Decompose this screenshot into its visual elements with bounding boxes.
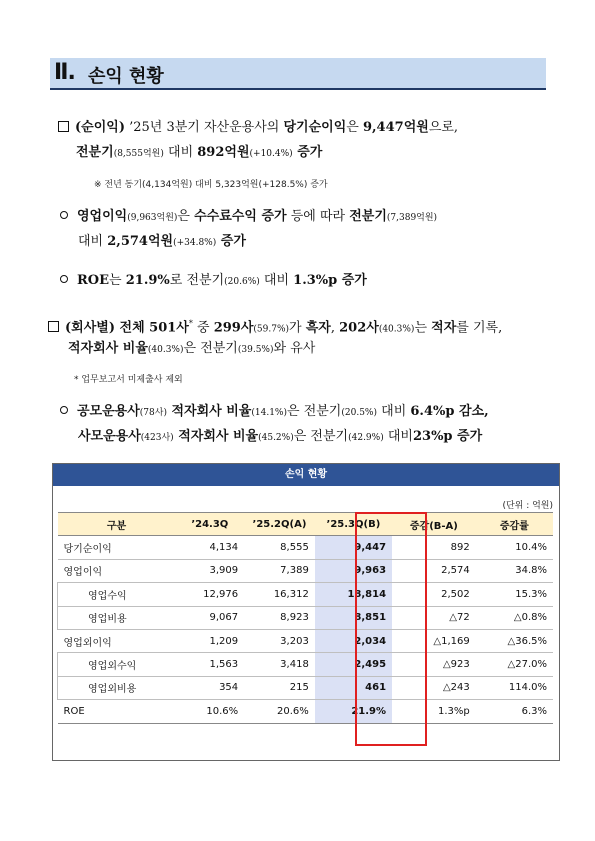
para4-note: * 업무보고서 미제출사 제외 [74, 375, 183, 385]
section-title: 손익 현황 [88, 66, 164, 87]
cell: 892 [392, 536, 476, 559]
cell: 7,389 [244, 559, 315, 582]
cell: 16,312 [244, 583, 315, 606]
text: 를 기록, [456, 320, 503, 336]
table-row [58, 676, 554, 699]
text-small: (+34.8%) [173, 238, 217, 248]
para1-line1 [58, 120, 458, 136]
text-small: (39.5%) [237, 345, 274, 355]
cell-highlight: 9,963 [315, 559, 392, 582]
row-label: 영업수익 [58, 583, 176, 606]
cell: 3,203 [244, 629, 315, 652]
row-label: 영업외이익 [58, 629, 176, 652]
circle-bullet-icon [60, 211, 68, 219]
text-bold: 영업이익 [77, 209, 128, 224]
para4-line1 [48, 316, 502, 337]
cell: △36.5% [476, 629, 553, 652]
para4-line2 [68, 341, 315, 358]
header-cell: ’25.3Q(B) [315, 513, 392, 536]
para2-line2 [78, 234, 246, 251]
text-bold: 21.9% [125, 273, 170, 288]
table-row [58, 606, 554, 629]
row-label: ROE [58, 700, 176, 723]
text-bold: 적자회사 비율 [166, 404, 252, 419]
text: 로 전분기 [169, 273, 225, 288]
para3-line [60, 273, 367, 290]
text-bold: 전체 501사 [114, 320, 189, 336]
cell: △0.8% [476, 606, 553, 629]
cell-highlight: 18,814 [315, 583, 392, 606]
circle-bullet-icon [60, 275, 68, 283]
cell-highlight: 8,851 [315, 606, 392, 629]
para2-line1 [60, 209, 437, 226]
text-bold: 1.3%p [293, 273, 338, 288]
para1-line2 [76, 145, 322, 162]
text-bold: 사모운용사 [78, 429, 141, 444]
text-bold: 적자회사 비율 [68, 341, 148, 356]
text-small: (20.6%) [224, 277, 260, 287]
text: 대비 [383, 429, 413, 444]
row-label: 당기순이익 [58, 536, 176, 559]
text-bold: (회사별) [65, 320, 115, 336]
header-cell: 구분 [58, 513, 176, 536]
text: 은 전분기 [183, 341, 238, 356]
text: 은 전분기 [287, 404, 342, 419]
cell: 8,923 [244, 606, 315, 629]
square-bullet-icon [58, 121, 69, 132]
text-bold: 수수료수익 증가 [194, 209, 287, 224]
para5-line2 [78, 429, 482, 446]
text-bold: ROE [77, 273, 110, 288]
text-small: (40.3%) [378, 324, 415, 335]
row-label: 영업비용 [58, 606, 176, 629]
text-bold: 공모운용사 [77, 404, 140, 419]
text-bold: 증가 [337, 273, 367, 288]
text-bold: 증가 [216, 234, 246, 249]
text-bold: 증가 [292, 145, 323, 160]
table-row [58, 583, 554, 606]
text-bold: 892억원 [197, 145, 250, 160]
cell: △243 [392, 676, 476, 699]
text: 중 [192, 320, 214, 336]
text: 가 [289, 320, 306, 336]
row-label: 영업외비용 [58, 676, 176, 699]
cell: 3,909 [176, 559, 245, 582]
cell: 20.6% [244, 700, 315, 723]
text: 는 [414, 320, 432, 336]
text: 대비 [163, 145, 198, 160]
income-table [57, 512, 553, 724]
row-label: 영업외수익 [58, 653, 176, 676]
text-bold: 23%p 증가 [412, 429, 483, 444]
text-bold: 전분기 [349, 209, 387, 224]
cell: △72 [392, 606, 476, 629]
text-bold: 6.4%p 감소, [410, 404, 489, 419]
cell: 354 [176, 676, 245, 699]
text-small: (20.5%) [341, 408, 377, 418]
para1-label: (순이익) [75, 120, 125, 135]
cell-highlight: 21.9% [315, 700, 392, 723]
table-header-row [58, 513, 554, 536]
cell-highlight: 461 [315, 676, 392, 699]
text: 대비 [377, 404, 411, 419]
text-bold: 흑자 [305, 320, 331, 336]
text-small: (40.3%) [147, 345, 184, 355]
header-cell: ’24.3Q [176, 513, 245, 536]
text-bold: 2,574억원 [107, 234, 174, 249]
para1-note: ※ 전년 동기(4,134억원) 대비 5,323억원(+128.5%) 증가 [94, 180, 328, 190]
cell: 9,067 [176, 606, 245, 629]
cell: 10.4% [476, 536, 553, 559]
circle-bullet-icon [60, 406, 68, 414]
text: 으로, [428, 120, 459, 135]
income-table-box [52, 463, 560, 761]
cell: 6.3% [476, 700, 553, 723]
cell: △1,169 [392, 629, 476, 652]
text-small: (8,555억원) [113, 149, 164, 159]
header-cell: 증감(B-A) [392, 513, 476, 536]
section-number: Ⅱ. [54, 60, 75, 85]
text-small: (+10.4%) [249, 149, 293, 159]
cell: 10.6% [176, 700, 245, 723]
text: 와 유사 [273, 341, 316, 356]
footnote-mark: * [188, 319, 193, 328]
text: ’25년 3분기 자산운용사의 [124, 120, 284, 135]
text-bold: 적자 [431, 320, 457, 336]
text-bold: 299사 [213, 320, 254, 336]
text: , [330, 320, 340, 336]
text: 등에 따라 [286, 209, 350, 224]
text-small: (42.9%) [348, 433, 384, 443]
table-row [58, 536, 554, 559]
table-title: 손익 현황 [53, 464, 559, 486]
cell: 2,502 [392, 583, 476, 606]
cell: 215 [244, 676, 315, 699]
text-small: (78사) [139, 408, 167, 418]
text-small: (14.1%) [251, 408, 287, 418]
cell: 1,209 [176, 629, 245, 652]
table-row [58, 653, 554, 676]
text: 대비 [259, 273, 294, 288]
text-small: (59.7%) [253, 324, 290, 335]
table-row [58, 700, 554, 723]
text-small: (423사) [140, 433, 174, 443]
para5-line1 [60, 404, 489, 421]
text: 은 [177, 209, 195, 224]
cell: 12,976 [176, 583, 245, 606]
cell: 4,134 [176, 536, 245, 559]
text: 은 전분기 [293, 429, 349, 444]
table-unit: (단위 : 억원) [502, 501, 553, 511]
section-heading [50, 58, 546, 90]
text-bold: 전분기 [76, 145, 114, 160]
cell: 34.8% [476, 559, 553, 582]
cell: 15.3% [476, 583, 553, 606]
text-small: (9,963억원) [127, 213, 178, 223]
text-small: (45.2%) [258, 433, 294, 443]
table-row [58, 629, 554, 652]
text: 는 [109, 273, 126, 288]
row-label: 영업이익 [58, 559, 176, 582]
cell-highlight: 2,034 [315, 629, 392, 652]
text-small: (7,389억원) [386, 213, 438, 223]
cell: 3,418 [244, 653, 315, 676]
text: 대비 [78, 234, 108, 249]
text-bold: 202사 [339, 320, 379, 336]
cell: △923 [392, 653, 476, 676]
cell: 2,574 [392, 559, 476, 582]
cell: 1,563 [176, 653, 245, 676]
text-bold: 당기순이익 [283, 120, 347, 135]
cell: 1.3%p [392, 700, 476, 723]
header-cell: ’25.2Q(A) [244, 513, 315, 536]
text-bold: 적자회사 비율 [173, 429, 259, 444]
text: 은 [346, 120, 363, 135]
cell-highlight: 9,447 [315, 536, 392, 559]
square-bullet-icon [48, 321, 59, 332]
header-cell: 증감률 [476, 513, 553, 536]
text-bold: 9,447억원 [362, 120, 429, 135]
cell: 8,555 [244, 536, 315, 559]
table-row [58, 559, 554, 582]
cell: 114.0% [476, 676, 553, 699]
cell-highlight: 2,495 [315, 653, 392, 676]
cell: △27.0% [476, 653, 553, 676]
